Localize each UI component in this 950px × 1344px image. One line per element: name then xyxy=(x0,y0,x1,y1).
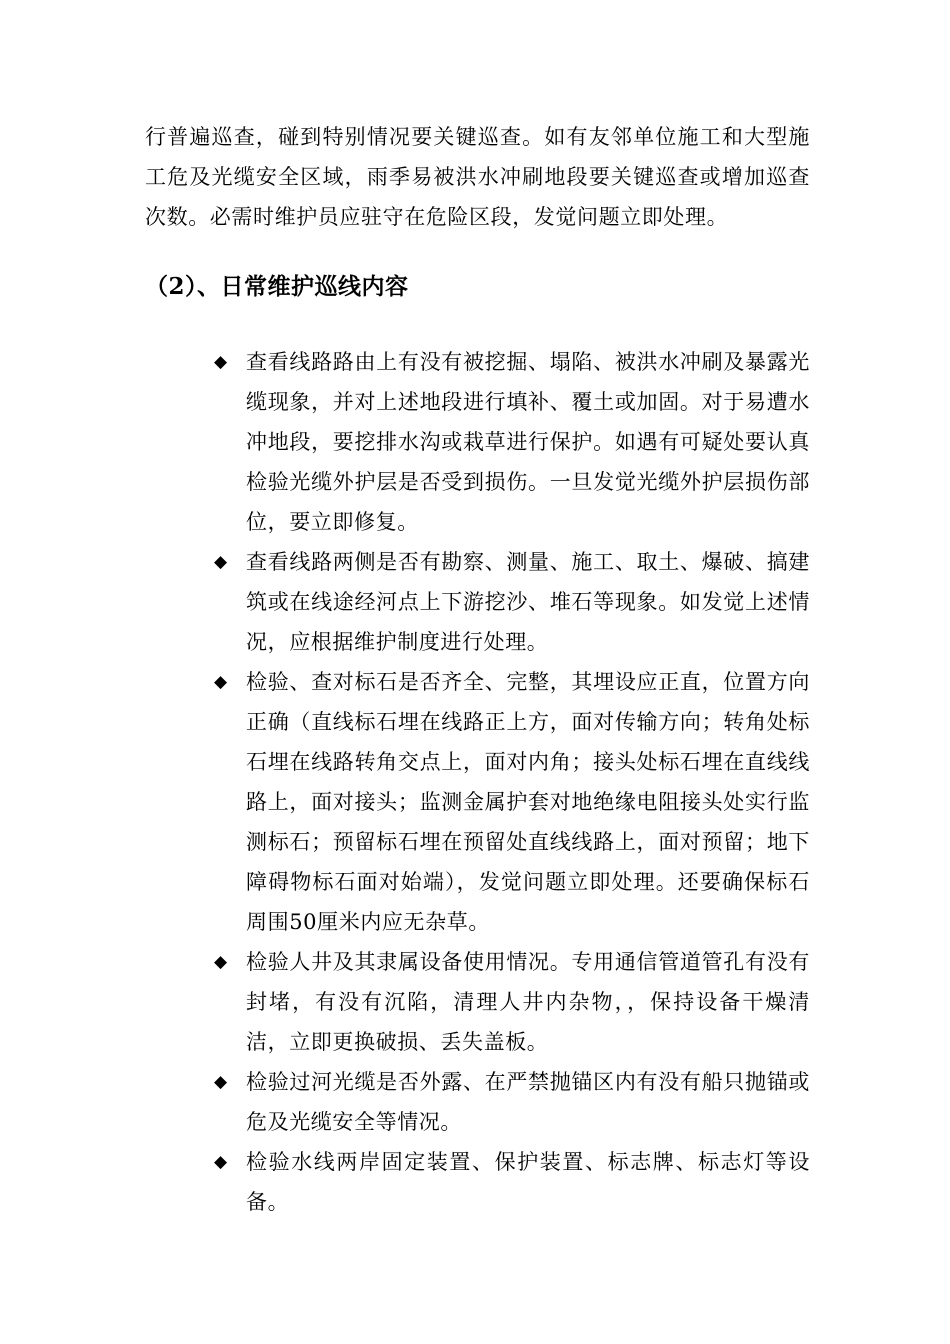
list-item xyxy=(210,342,810,542)
list-item xyxy=(210,1142,810,1222)
list-item-text: 检验、查对标石是否齐全、完整，其埋设应正直，位置方向正确（直线标石埋在线路正上方，面对传输方向；转角处标石埋在线路转角交点上，面对内角；接头处标石埋在直线线路上，面对接头；监测金属护套对地绝缘电阻接头处实行监测标石；预留标石埋在预留处直线线路上，面对预留；地下障碍物标石面对始端），发觉问题立即处理。还要确保标石周围50厘米内应无杂草。 xyxy=(246,670,810,934)
inspection-content-list xyxy=(210,342,810,1222)
diamond-bullet-icon: ◆ xyxy=(214,352,228,372)
diamond-bullet-icon: ◆ xyxy=(214,1152,228,1172)
list-item-text: 检验人井及其隶属设备使用情况。专用通信管道管孔有没有封堵，有没有沉陷，清理人井内杂物，，保持设备干燥清洁，立即更换破损、丢失盖板。 xyxy=(246,950,810,1054)
list-item xyxy=(210,1062,810,1142)
list-item-text: 查看线路两侧是否有勘察、测量、施工、取土、爆破、搞建筑或在线途经河点上下游挖沙、堆石等现象。如发觉上述情况，应根据维护制度进行处理。 xyxy=(246,550,810,654)
intro-paragraph: 行普遍巡查，碰到特别情况要关键巡查。如有友邻单位施工和大型施工危及光缆安全区域，雨季易被洪水冲刷地段要关键巡查或增加巡查次数。必需时维护员应驻守在危险区段，发觉问题立即处理。 xyxy=(145,125,810,229)
diamond-bullet-icon: ◆ xyxy=(214,552,228,572)
list-item xyxy=(210,542,810,662)
diamond-bullet-icon: ◆ xyxy=(214,952,228,972)
diamond-bullet-icon: ◆ xyxy=(214,1072,228,1092)
list-item-text: 检验过河光缆是否外露、在严禁抛锚区内有没有船只抛锚或危及光缆安全等情况。 xyxy=(246,1070,810,1134)
list-item-text: 检验水线两岸固定装置、保护装置、标志牌、标志灯等设备。 xyxy=(246,1150,810,1214)
list-item-text: 查看线路路由上有没有被挖掘、塌陷、被洪水冲刷及暴露光缆现象，并对上述地段进行填补、覆土或加固。对于易遭水冲地段，要挖排水沟或栽草进行保护。如遇有可疑处要认真检验光缆外护层是否受到损伤。一旦发觉光缆外护层损伤部位，要立即修复。 xyxy=(246,350,810,534)
list-item xyxy=(210,942,810,1062)
diamond-bullet-icon: ◆ xyxy=(214,672,228,692)
list-item xyxy=(210,662,810,942)
section-heading: （2）、日常维护巡线内容 xyxy=(145,273,409,300)
